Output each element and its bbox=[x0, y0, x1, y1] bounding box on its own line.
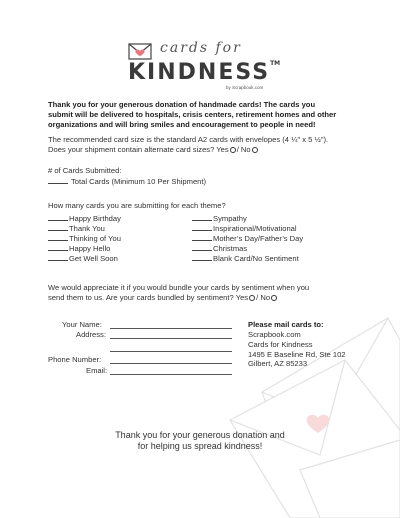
total-cards-label: Total Cards (Minimum 10 Per Shipment) bbox=[70, 177, 207, 186]
bundle-no-checkbox[interactable] bbox=[271, 295, 277, 301]
theme-count-field[interactable] bbox=[48, 223, 68, 231]
alt-size-no-label: No bbox=[240, 145, 251, 154]
address-field-line-2[interactable] bbox=[110, 351, 232, 352]
theme-label: Get Well Soon bbox=[69, 254, 118, 263]
logo-main-text: KINDNESS™ bbox=[128, 60, 281, 85]
themes-question: How many cards you are submitting for each theme? bbox=[48, 201, 226, 210]
intro-line-3: organizations and will bring smiles and encouragement to people in need! bbox=[48, 120, 316, 129]
your-name-field[interactable] bbox=[110, 328, 232, 329]
alt-size-no-checkbox[interactable] bbox=[252, 147, 258, 153]
theme-count-field[interactable] bbox=[192, 253, 212, 261]
phone-number-label: Phone Number: bbox=[48, 355, 102, 364]
alt-size-yes-checkbox[interactable] bbox=[230, 147, 236, 153]
theme-count-field[interactable] bbox=[48, 233, 68, 241]
theme-count-field[interactable] bbox=[48, 253, 68, 261]
card-size-note: The recommended card size is the standard A2 cards with envelopes (4 ¼" x 5 ½"). bbox=[48, 135, 329, 144]
theme-label: Christmas bbox=[213, 244, 248, 253]
closing-line-1: Thank you for your generous donation and bbox=[115, 430, 285, 440]
alternate-size-question: Does your shipment contain alternate card sizes? Yes / No bbox=[48, 145, 259, 155]
intro-line-1: Thank you for your generous donation of handmade cards! The cards you bbox=[48, 100, 316, 109]
total-cards-field[interactable] bbox=[48, 176, 68, 184]
bundle-yes-label: Yes bbox=[235, 293, 249, 302]
theme-label: Mother’s Day/Father’s Day bbox=[213, 234, 304, 243]
theme-count-field[interactable] bbox=[48, 213, 68, 221]
theme-label: Happy Birthday bbox=[69, 214, 121, 223]
theme-count-field[interactable] bbox=[192, 243, 212, 251]
bundle-yes-checkbox[interactable] bbox=[249, 295, 255, 301]
mail-address-line: 1495 E Baseline Rd, Ste 102 bbox=[248, 350, 346, 359]
bundle-question: send them to us. Are your cards bundled by sentiment? Yes / No bbox=[48, 293, 278, 303]
trademark-mark: TM bbox=[270, 60, 281, 67]
total-cards-row bbox=[48, 176, 206, 187]
theme-label: Happy Hello bbox=[69, 244, 111, 253]
bundle-request-line: We would appreciate it if you would bundle your cards by sentiment when you bbox=[48, 283, 310, 292]
bundle-no-label: No bbox=[260, 293, 271, 302]
mail-address-line: Cards for Kindness bbox=[248, 340, 313, 349]
cards-for-kindness-logo bbox=[128, 40, 281, 90]
address-field-line-1[interactable] bbox=[110, 338, 232, 339]
envelope-heart-icon bbox=[128, 42, 152, 60]
theme-count-field[interactable] bbox=[192, 223, 212, 231]
mail-to-heading: Please mail cards to: bbox=[248, 320, 324, 329]
mail-address-line: Scrapbook.com bbox=[248, 330, 301, 339]
phone-number-field[interactable] bbox=[110, 363, 232, 364]
theme-row-get-well-soon bbox=[48, 253, 118, 264]
logo-script-text: cards for bbox=[160, 40, 242, 56]
theme-row-blank-card bbox=[192, 253, 299, 264]
theme-label: Blank Card/No Sentiment bbox=[213, 254, 299, 263]
email-field[interactable] bbox=[110, 374, 232, 375]
theme-label: Thinking of You bbox=[69, 234, 121, 243]
cards-submitted-label: # of Cards Submitted: bbox=[48, 166, 122, 175]
theme-count-field[interactable] bbox=[192, 233, 212, 241]
logo-by-line: by Scrapbook.com bbox=[226, 85, 264, 90]
closing-line-2: for helping us spread kindness! bbox=[137, 441, 263, 451]
mail-address-line: Gilbert, AZ 85233 bbox=[248, 359, 308, 368]
email-label: Email: bbox=[86, 366, 108, 375]
address-label: Address: bbox=[76, 330, 106, 339]
theme-count-field[interactable] bbox=[48, 243, 68, 251]
alt-size-yes-label: Yes bbox=[216, 145, 229, 154]
your-name-label: Your Name: bbox=[62, 320, 102, 329]
theme-label: Thank You bbox=[69, 224, 105, 233]
theme-count-field[interactable] bbox=[192, 213, 212, 221]
theme-label: Sympathy bbox=[213, 214, 247, 223]
intro-line-2: submit will be delivered to hospitals, crisis centers, retirement homes and other bbox=[48, 110, 337, 119]
theme-label: Inspirational/Motivational bbox=[213, 224, 297, 233]
